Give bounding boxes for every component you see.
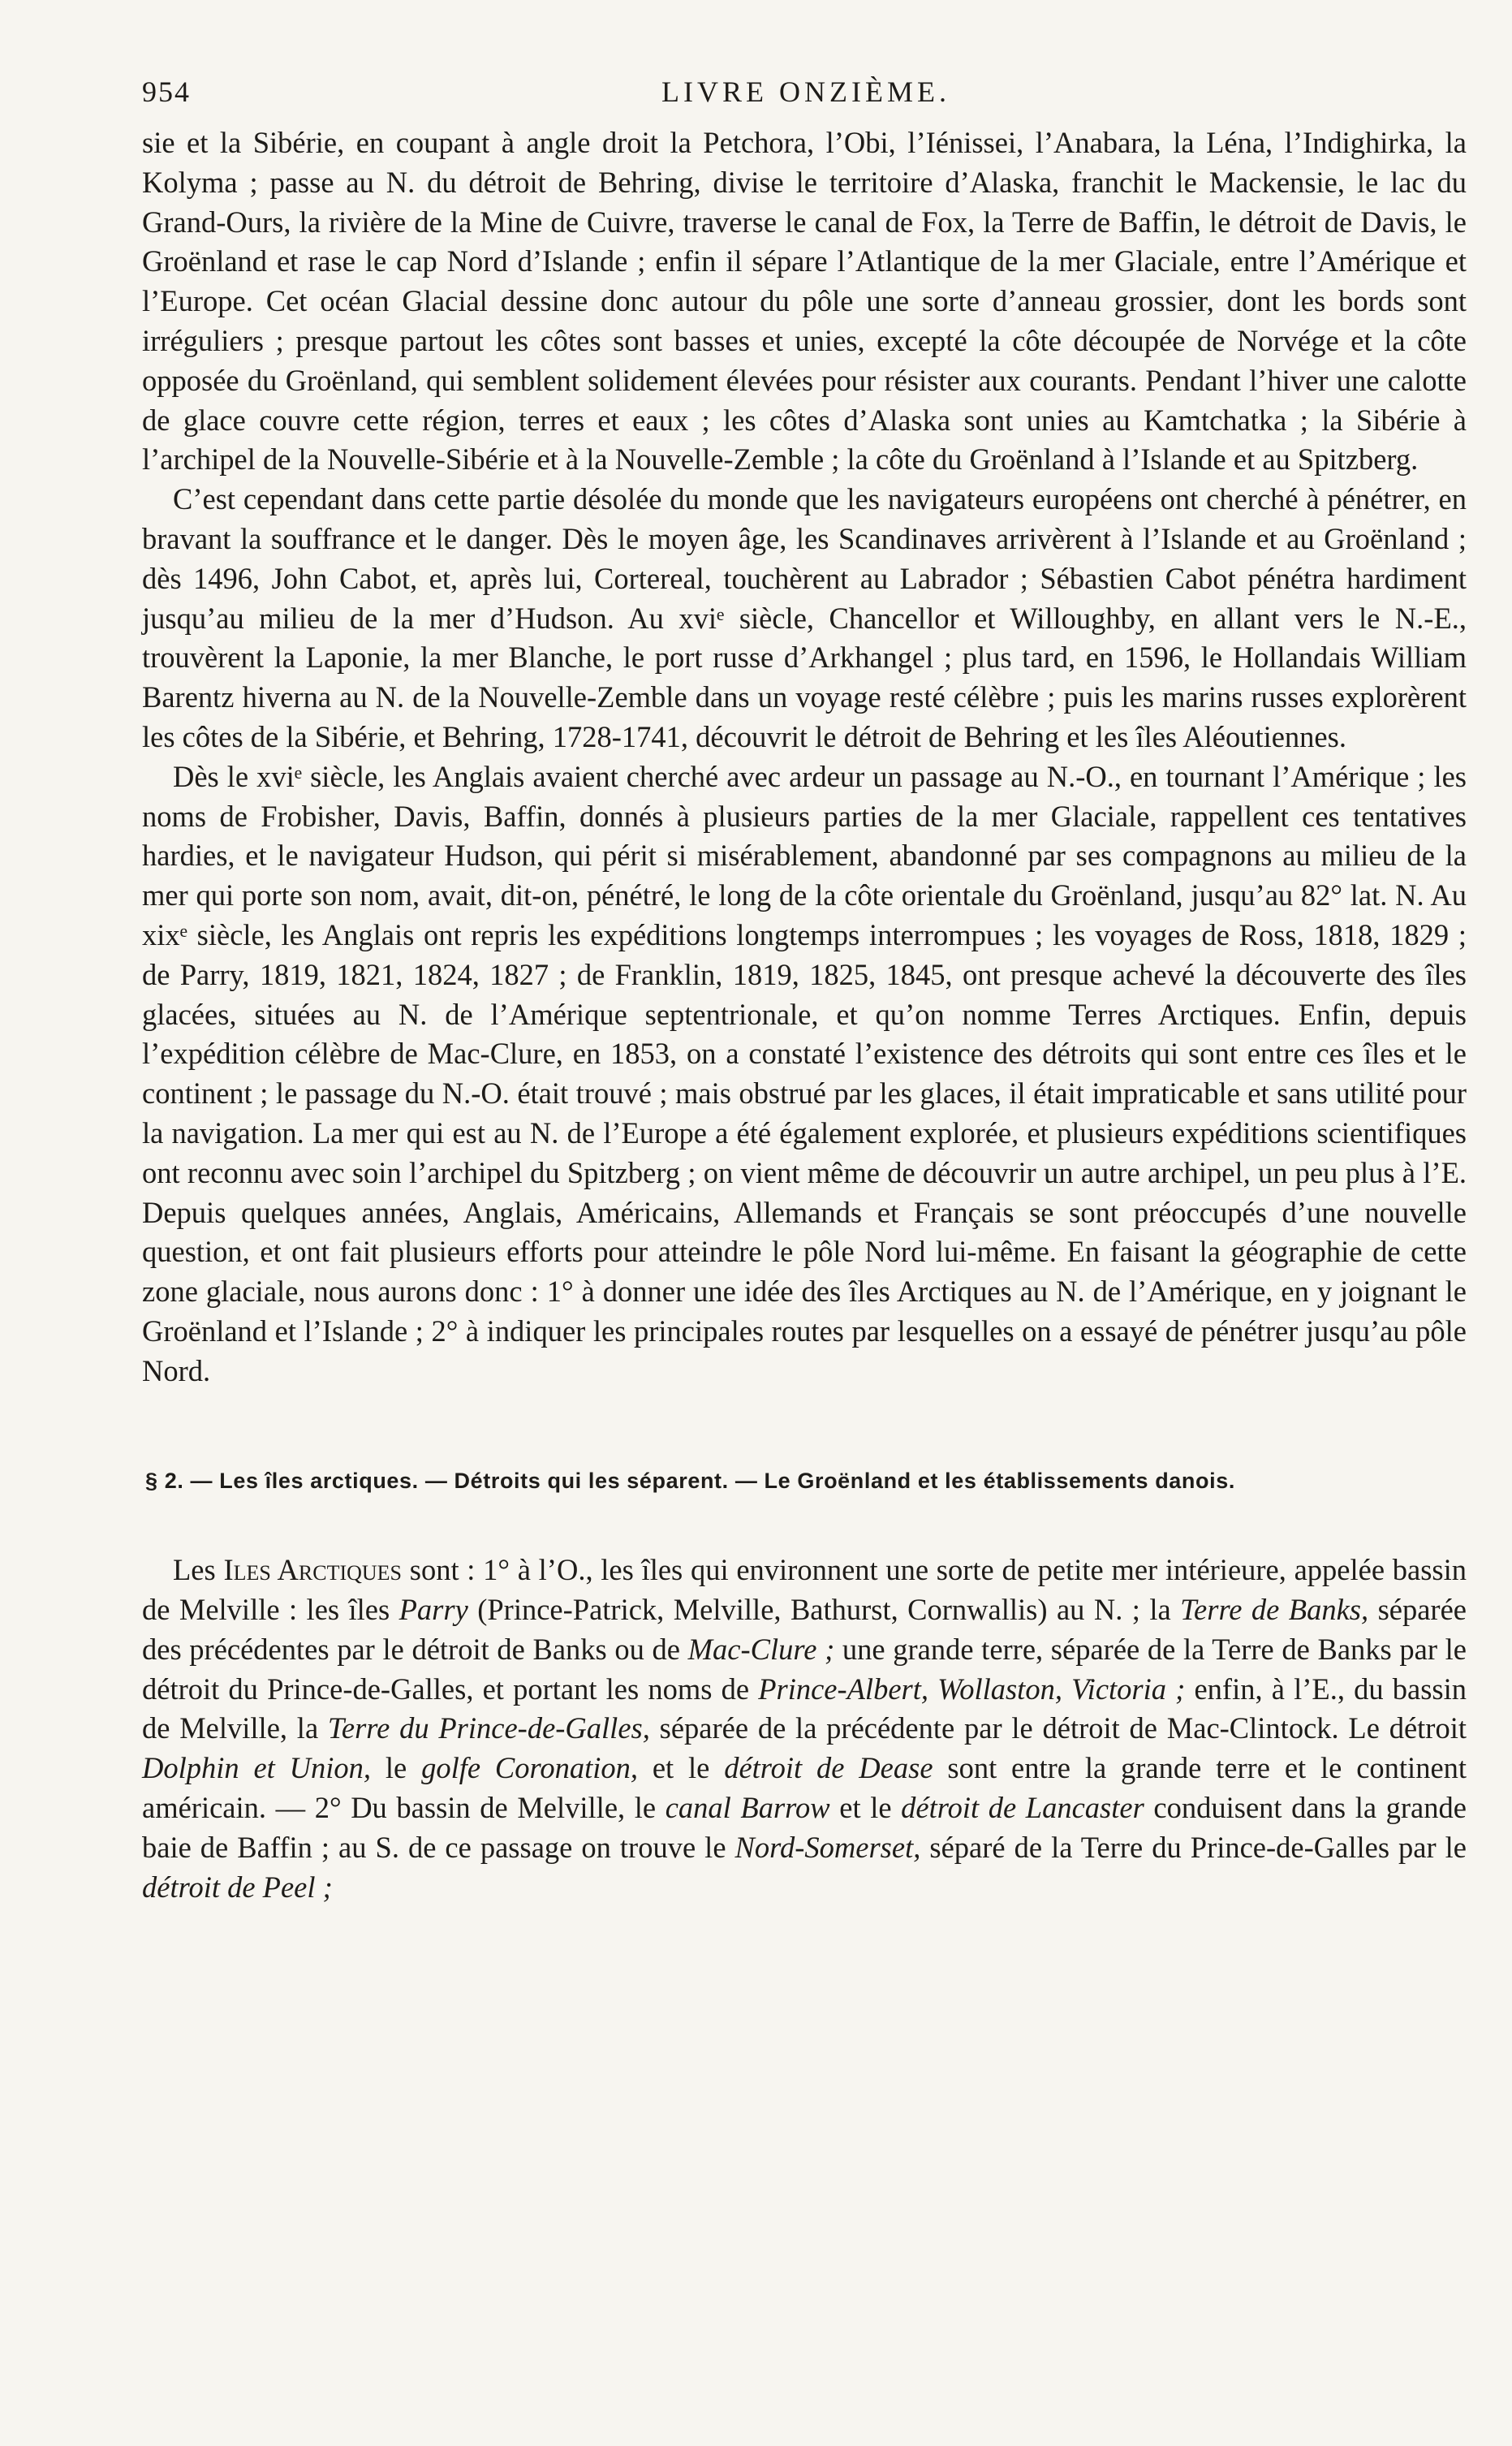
page-number: 954 — [142, 75, 191, 108]
paragraph-1: sie et la Sibérie, en coupant à angle droit la Petchora, l’Obi, l’Iénissei, l’Anabara, la Léna, l’Indighirka, la Kolyma ; passe au N. du détroit de Behring, divise le territoire d’Alaska, franchit le Mackensie, le lac du Grand-Ours, la rivière de la Mine de Cuivre, traverse le canal de Fox, la Terre de Baffin, le détroit de Davis, le Groënland et rase le cap Nord d’Islande ; enfin il sépare l’Atlantique de la mer Glaciale, entre l’Amérique et l’Europe. Cet océan Glacial dessine donc autour du pôle une sorte d’anneau grossier, dont les bords sont irréguliers ; presque partout les côtes sont basses et unies, excepté la côte découpée de Norvége et la côte opposée du Groënland, qui semblent solidement élevées pour résister aux courants. Pendant l’hiver une calotte de glace couvre cette région, terres et eaux ; les côtes d’Alaska sont unies au Kamtchatka ; la Sibérie à l’archipel de la Nouvelle-Sibérie et à la Nouvelle-Zemble ; la côte du Groënland à l’Islande et au Spitzberg. — [142, 126, 1467, 477]
p4-italic-term: canal Barrow — [665, 1791, 830, 1825]
p4-text: enfin, à l’E., du bassin de Melville, la — [142, 1672, 1467, 1745]
p4-italic-term: Prince-Albert, Wollaston, Victoria ; — [758, 1672, 1186, 1706]
p4-text: sont entre la grande terre et le continent américain. — 2° Du bassin de Melville, le — [142, 1751, 1467, 1825]
p4-italic-term: détroit de Peel ; — [142, 1870, 333, 1904]
paragraph-2: C’est cependant dans cette partie désolée du monde que les navigateurs européens ont cherché à pénétrer, en bravant la souffrance et le danger. Dès le moyen âge, les Scandinaves arrivèrent à l’Islande et au Groënland ; dès 1496, John Cabot, et, après lui, Cortereal, touchèrent au Labrador ; Sébastien Cabot pénétra hardiment jusqu’au milieu de la mer d’Hudson. Au xviᵉ siècle, Chancellor et Willoughby, en allant vers le N.-E., trouvèrent la Laponie, la mer Blanche, le port russe d’Arkhangel ; plus tard, en 1596, le Hollandais William Barentz hiverna au N. de la Nouvelle-Zemble dans un voyage resté célèbre ; puis les marins russes explorèrent les côtes de la Sibérie, et Behring, 1728-1741, découvrit le détroit de Behring et les îles Aléoutiennes. — [142, 482, 1467, 753]
p4-text: Les — [173, 1553, 224, 1587]
p4-text: le — [371, 1751, 422, 1785]
p4-text: une grande terre, séparée de la Terre de Banks par le détroit du Prince-de-Galles, et portant les noms de — [142, 1632, 1467, 1706]
p4-text: et le — [638, 1751, 725, 1785]
p4-italic-term: golfe Coronation, — [421, 1751, 638, 1785]
paragraph-4 — [142, 1551, 1467, 1907]
section-heading: § 2. — Les îles arctiques. — Détroits qui les séparent. — Le Groënland et les établissements danois. — [145, 1468, 1235, 1493]
paragraph-3: Dès le xviᵉ siècle, les Anglais avaient cherché avec ardeur un passage au N.-O., en tournant l’Amérique ; les noms de Frobisher, Davis, Baffin, donnés à plusieurs parties de la mer Glaciale, rappellent ces tentatives hardies, et le navigateur Hudson, qui périt si misérablement, abandonné par ses compagnons au milieu de la mer qui porte son nom, avait, dit-on, pénétré, le long de la côte orientale du Groënland, jusqu’au 82° lat. N. Au xixᵉ siècle, les Anglais ont repris les expéditions longtemps interrompues ; les voyages de Ross, 1818, 1829 ; de Parry, 1819, 1821, 1824, 1827 ; de Franklin, 1819, 1825, 1845, ont presque achevé la découverte des îles glacées, situées au N. de l’Amérique septentrionale, et qu’on nomme Terres Arctiques. Enfin, depuis l’expédition célèbre de Mac-Clure, en 1853, on a constaté l’existence des détroits qui sont entre ces îles et le continent ; le passage du N.-O. était trouvé ; mais obstrué par les glaces, il était impraticable et sans utilité pour la navigation. La mer qui est au N. de l’Europe a été également explorée, et plusieurs expéditions scientifiques ont reconnu avec soin l’archipel du Spitzberg ; on vient même de découvrir un autre archipel, un peu plus à l’E. Depuis quelques années, Anglais, Américains, Allemands et Français se sont préoccupés d’une nouvelle question, et ont fait plusieurs efforts pour atteindre le pôle Nord lui-même. En faisant la géographie de cette zone glaciale, nous aurons donc : 1° à donner une idée des îles Arctiques au N. de l’Amérique, en y joignant le Groënland et l’Islande ; 2° à indiquer les principales routes par lesquelles on a essayé de pénétrer jusqu’au pôle Nord. — [142, 759, 1467, 1387]
p4-italic-term: Parry — [398, 1593, 468, 1627]
book-title: LIVRE ONZIÈME. — [661, 75, 950, 108]
p4-italic-term: Dolphin et Union, — [142, 1751, 372, 1785]
p4-italic-term: Mac-Clure ; — [687, 1632, 835, 1666]
p4-text: séparé de la Terre du Prince-de-Galles par le — [920, 1830, 1467, 1864]
p4-text: séparée des précédentes par le détroit de Banks ou de — [142, 1593, 1467, 1666]
p4-italic-term: détroit de Lancaster — [901, 1791, 1144, 1825]
p4-text: sont : 1° à l’O., les îles qui environnent une sorte de petite mer intérieure, appelée bassin de Melville : les îles — [142, 1553, 1467, 1627]
p4-text: conduisent dans la grande baie de Baffin ; au S. de ce passage on trouve le — [142, 1791, 1467, 1864]
p4-italic-term: Terre de Banks, — [1180, 1593, 1369, 1627]
p4-italic-term: Terre du Prince-de-Galles, — [327, 1711, 650, 1745]
p4-italic-term: détroit de Dease — [724, 1751, 933, 1785]
p4-small-caps-term: Iles Arctiques — [223, 1553, 403, 1587]
running-head — [142, 75, 1463, 123]
body-text — [142, 123, 1467, 1907]
p4-text: et le — [829, 1791, 902, 1825]
p4-italic-term: Nord-Somerset, — [734, 1830, 921, 1864]
p4-text: (Prince-Patrick, Melville, Bathurst, Cornwallis) au N. ; la — [467, 1593, 1181, 1627]
p4-text: séparée de la précédente par le détroit de Mac-Clintock. Le détroit — [649, 1711, 1467, 1745]
